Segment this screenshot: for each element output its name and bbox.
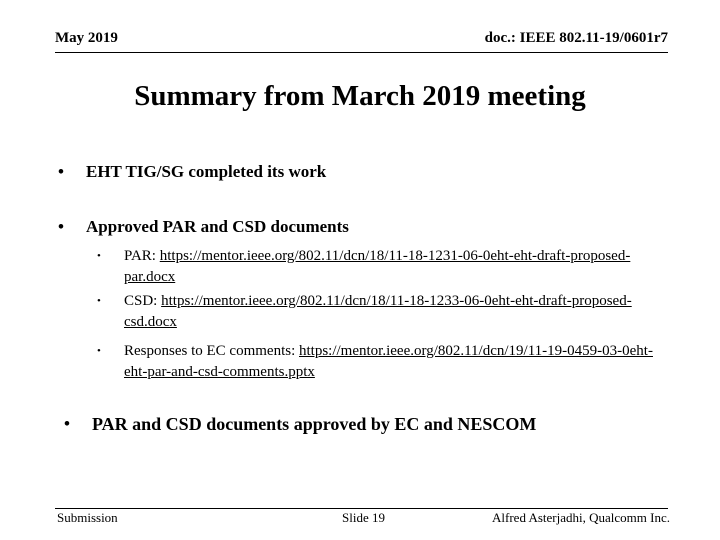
bullet-dot-icon: • (64, 414, 70, 433)
footer-slide-number: Slide 19 (342, 510, 385, 525)
sub-bullet-item (97, 291, 667, 333)
bullet-item (64, 414, 536, 435)
bullet-text: Approved PAR and CSD documents (86, 217, 349, 236)
sub-bullet-dot-icon: • (97, 345, 101, 357)
sub-bullet-prefix: Responses to EC comments: (124, 343, 299, 359)
footer-divider (55, 508, 668, 509)
footer-submission: Submission (57, 510, 118, 525)
bullet-text: EHT TIG/SG completed its work (86, 162, 327, 181)
sub-bullet-text (124, 246, 667, 288)
sub-bullet-prefix: CSD: (124, 293, 162, 309)
footer-author: Alfred Asterjadhi, Qualcomm Inc. (492, 510, 670, 525)
bullet-dot-icon: • (58, 217, 64, 236)
sub-bullet-text (124, 341, 667, 383)
sub-bullet-dot-icon: • (97, 295, 101, 307)
bullet-item (58, 162, 326, 182)
csd-document-link[interactable]: https://mentor.ieee.org/802.11/dcn/18/11-18-1233-06-0eht-eht-draft-proposed-csd.docx (124, 293, 632, 330)
header-doc-id: doc.: IEEE 802.11-19/0601r7 (484, 30, 668, 46)
bullet-dot-icon: • (58, 162, 64, 181)
header-date: May 2019 (55, 30, 118, 46)
ec-comments-link[interactable]: https://mentor.ieee.org/802.11/dcn/19/11-19-0459-03-0eht-eht-par-and-csd-comments.pptx (124, 343, 653, 380)
header-divider (55, 52, 668, 53)
sub-bullet-item (97, 341, 667, 383)
slide-title: Summary from March 2019 meeting (134, 80, 586, 112)
sub-bullet-dot-icon: • (97, 250, 101, 262)
bullet-text: PAR and CSD documents approved by EC and NESCOM (92, 414, 537, 434)
sub-bullet-item (97, 246, 667, 288)
bullet-item (58, 217, 349, 237)
sub-bullet-prefix: PAR: (124, 248, 160, 264)
sub-bullet-text (124, 291, 667, 333)
par-document-link[interactable]: https://mentor.ieee.org/802.11/dcn/18/11-18-1231-06-0eht-eht-draft-proposed-par.docx (124, 248, 631, 285)
